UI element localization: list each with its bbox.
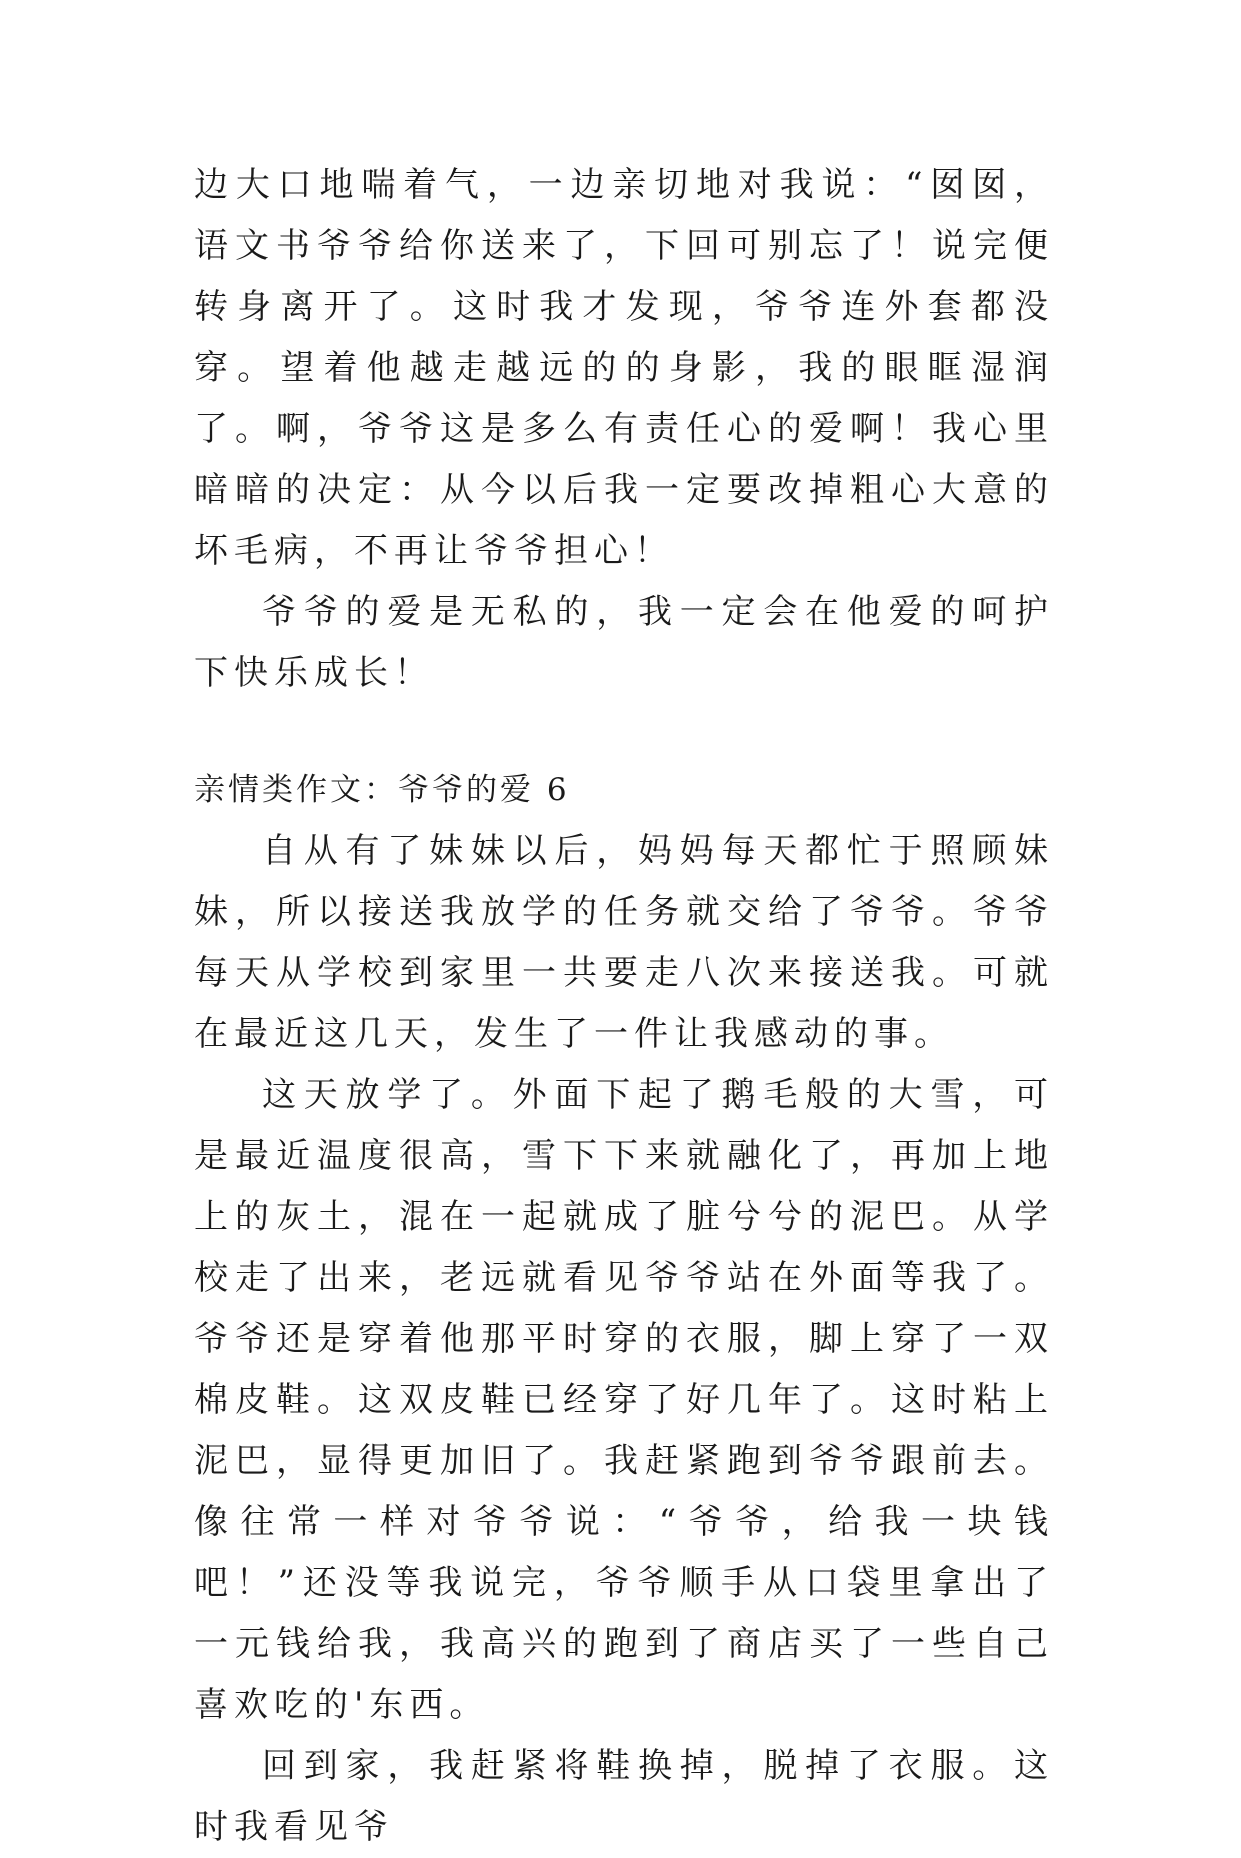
paragraph-conclusion: 爷爷的爱是无私的，我一定会在他爱的呵护下快乐成长！	[194, 592, 1054, 693]
document-page	[194, 155, 1054, 1858]
paragraph-continuation: 边大口地喘着气，一边亲切地对我说：“囡囡，语文书爷爷给你送来了，下回可别忘了！说完便转身离开了。这时我才发现，爷爷连外套都没穿。望着他越走越远的的身影，我的眼眶湿润了。啊，爷爷这是多么有责任心的爱啊！我心里暗暗的决定：从今以后我一定要改掉粗心大意的坏毛病，不再让爷爷担心！	[194, 165, 1054, 571]
essay-title: 亲情类作文：爷爷的爱 6	[194, 772, 570, 808]
paragraph-snow-day: 这天放学了。外面下起了鹅毛般的大雪，可是最近温度很高，雪下下来就融化了，再加上地上的灰土，混在一起就成了脏兮兮的泥巴。从学校走了出来，老远就看见爷爷站在外面等我了。爷爷还是穿着他那平时穿的衣服，脚上穿了一双棉皮鞋。这双皮鞋已经穿了好几年了。这时粘上泥巴，显得更加旧了。我赶紧跑到爷爷跟前去。像往常一样对爷爷说：“爷爷，给我一块钱吧！”还没等我说完，爷爷顺手从口袋里拿出了一元钱给我，我高兴的跑到了商店买了一些自己喜欢吃的'东西。	[194, 1075, 1054, 1725]
paragraph-intro: 自从有了妹妹以后，妈妈每天都忙于照顾妹妹，所以接送我放学的任务就交给了爷爷。爷爷每天从学校到家里一共要走八次来接送我。可就在最近这几天，发生了一件让我感动的事。	[194, 831, 1054, 1054]
paragraph-back-home: 回到家，我赶紧将鞋换掉，脱掉了衣服。这时我看见爷	[194, 1746, 1054, 1847]
